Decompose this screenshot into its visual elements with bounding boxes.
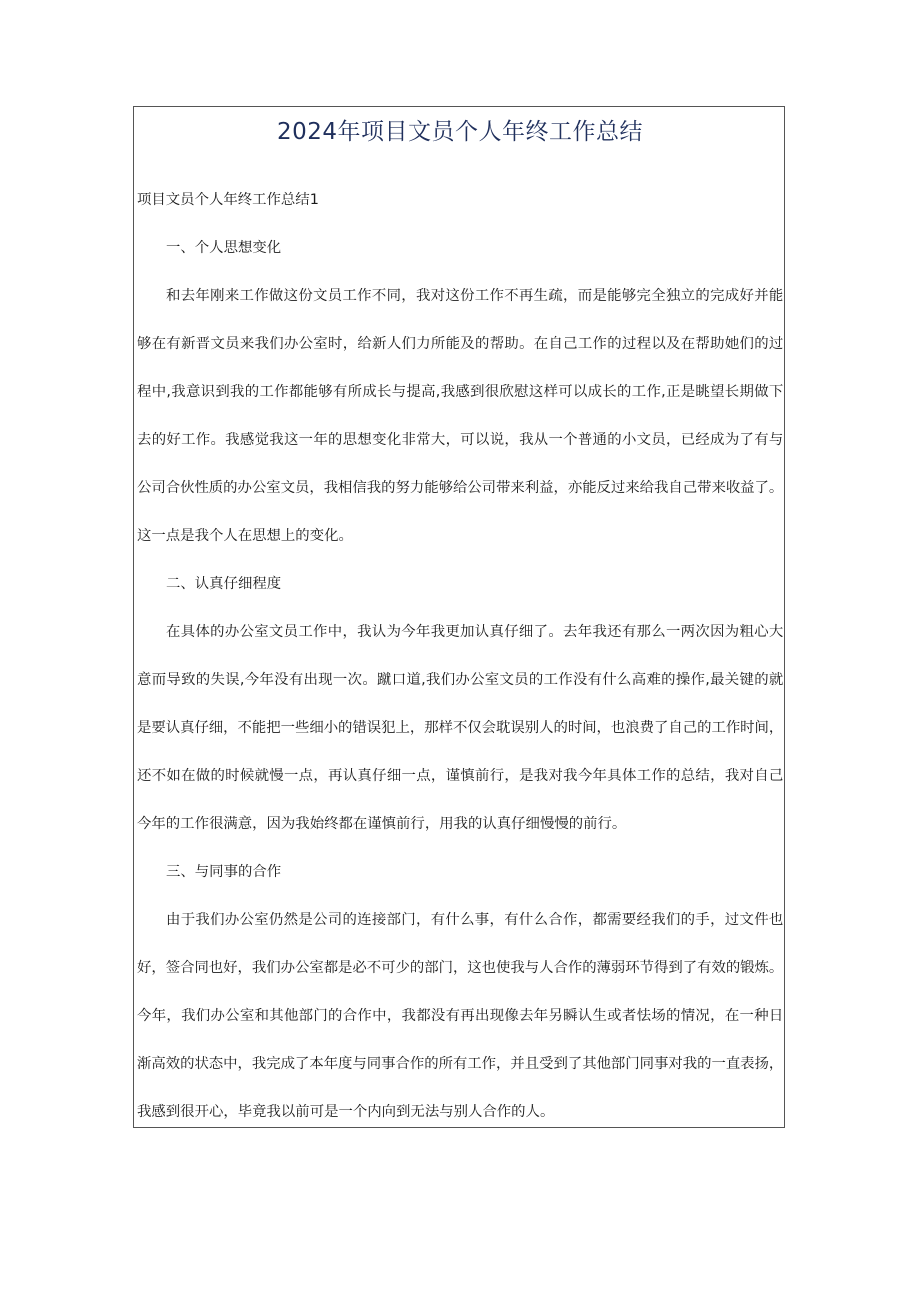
paragraph-line: 是要认真仔细，不能把一些细小的错误犯上，那样不仅会耽误别人的时间，也浪费了自己的工作时间， bbox=[137, 720, 783, 736]
section-heading: 一、个人思想变化 bbox=[166, 240, 282, 256]
paragraph-line: 公司合伙性质的办公室文员，我相信我的努力能够给公司带来利益，亦能反过来给我自己带来收益了。 bbox=[137, 480, 783, 496]
paragraph-line: 由于我们办公室仍然是公司的连接部门，有什么事，有什么合作，都需要经我们的手，过文件也 bbox=[166, 912, 783, 928]
document-title: 2024年项目文员个人年终工作总结 bbox=[276, 119, 644, 145]
paragraph-line: 渐高效的状态中，我完成了本年度与同事合作的所有工作，并且受到了其他部门同事对我的一直表扬， bbox=[137, 1056, 783, 1072]
paragraph-line: 好，签合同也好，我们办公室都是必不可少的部门，这也使我与人合作的薄弱环节得到了有效的锻炼。 bbox=[137, 960, 783, 976]
section-heading: 三、与同事的合作 bbox=[166, 864, 282, 880]
paragraph-line: 和去年刚来工作做这份文员工作不同，我对这份工作不再生疏，而是能够完全独立的完成好并能 bbox=[166, 288, 783, 304]
section-heading: 二、认真仔细程度 bbox=[166, 576, 282, 592]
document-subtitle: 项目文员个人年终工作总结1 bbox=[137, 192, 319, 208]
paragraph-line: 程中,我意识到我的工作都能够有所成长与提高,我感到很欣慰这样可以成长的工作,正是眺望长期做下 bbox=[137, 384, 783, 400]
paragraph-line: 去的好工作。我感觉我这一年的思想变化非常大，可以说，我从一个普通的小文员，已经成为了有与 bbox=[137, 432, 783, 448]
paragraph-line: 今年的工作很满意，因为我始终都在谨慎前行，用我的认真仔细慢慢的前行。 bbox=[137, 816, 627, 832]
paragraph-line: 还不如在做的时候就慢一点，再认真仔细一点，谨慎前行，是我对我今年具体工作的总结，我对自己 bbox=[137, 768, 783, 784]
paragraph-line: 在具体的办公室文员工作中，我认为今年我更加认真仔细了。去年我还有那么一两次因为粗心大 bbox=[166, 624, 783, 640]
paragraph-line: 这一点是我个人在思想上的变化。 bbox=[137, 528, 353, 544]
paragraph-line: 意而导致的失误,今年没有出现一次。蹴口道,我们办公室文员的工作没有什么高难的操作,最关键的就 bbox=[137, 672, 783, 688]
paragraph-line: 我感到很开心，毕竟我以前可是一个内向到无法与别人合作的人。 bbox=[137, 1104, 555, 1120]
paragraph-line: 够在有新晋文员来我们办公室时，给新人们力所能及的帮助。在自己工作的过程以及在帮助她们的过 bbox=[137, 336, 783, 352]
paragraph-line: 今年，我们办公室和其他部门的合作中，我都没有再出现像去年另瞬认生或者怯场的情况，在一种日 bbox=[137, 1008, 783, 1024]
